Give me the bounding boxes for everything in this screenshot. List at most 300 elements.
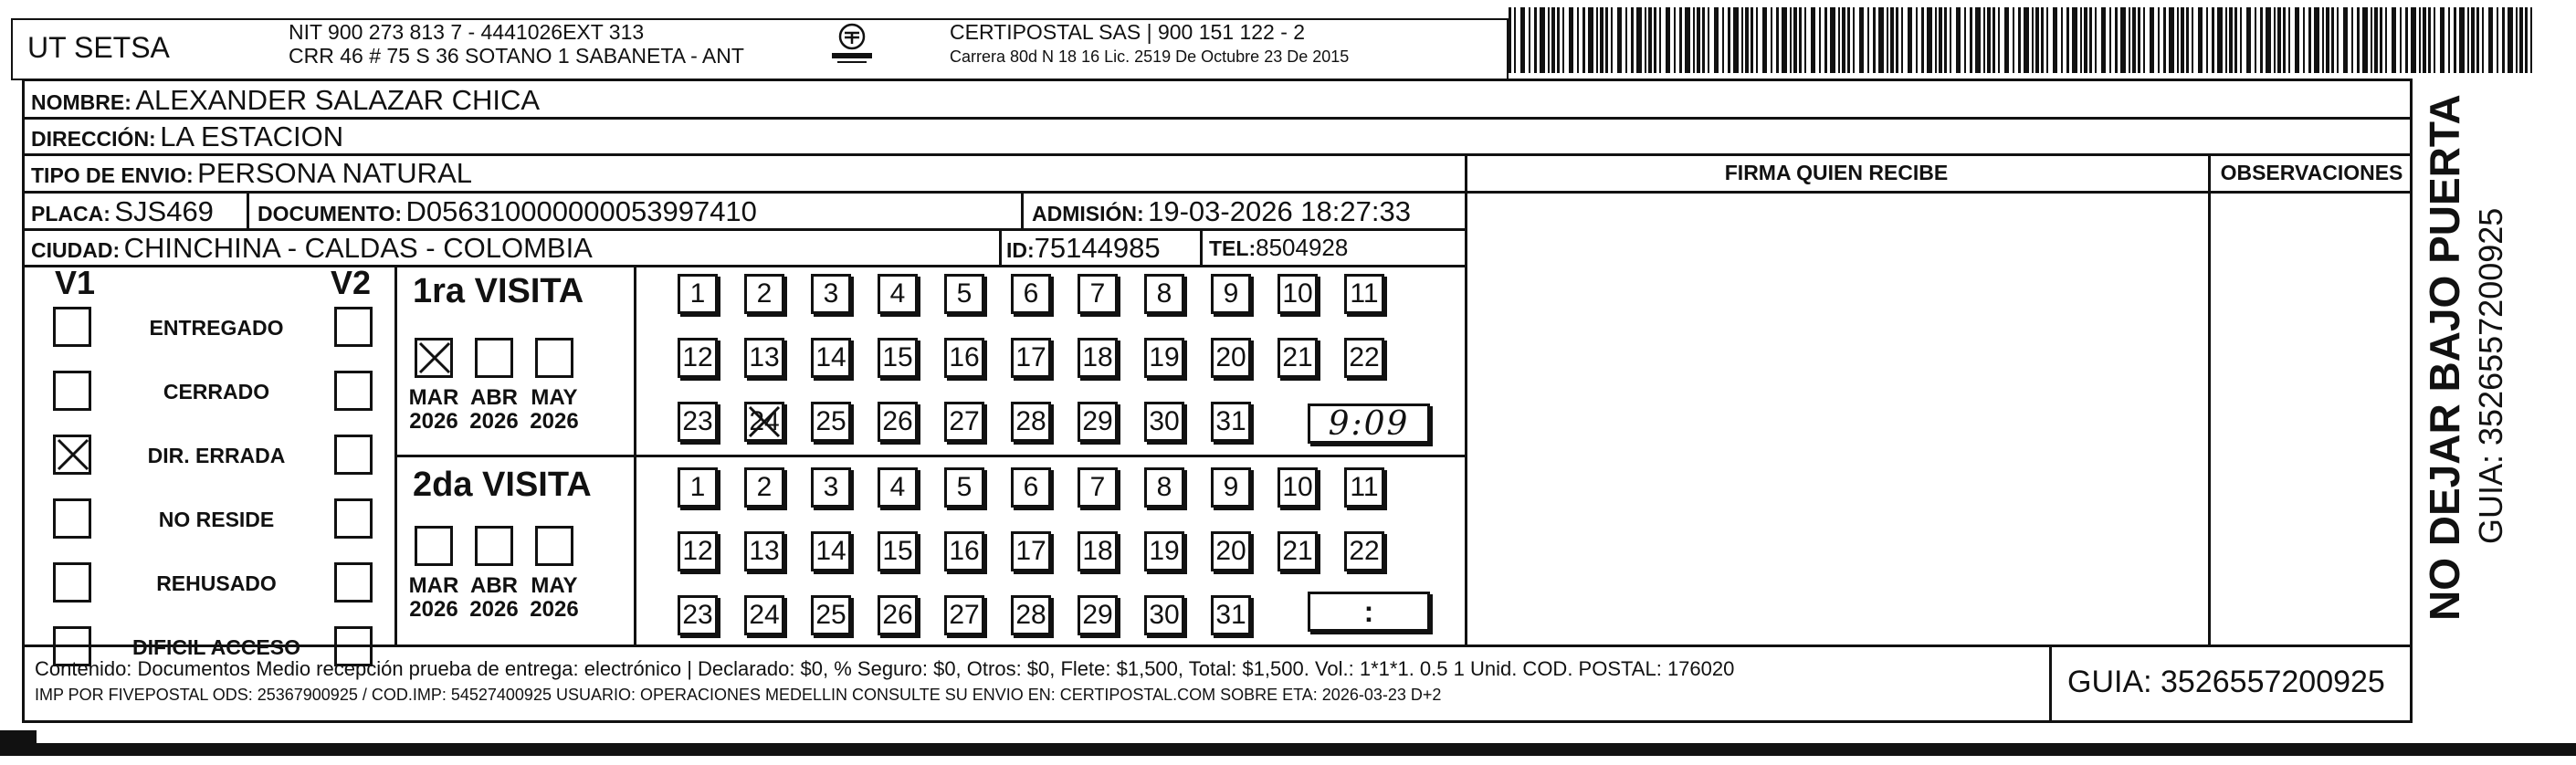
month-label: MAR (408, 385, 459, 410)
barcode-bar (2212, 7, 2214, 73)
v1-checkbox[interactable] (53, 307, 91, 347)
barcode-bar (2519, 7, 2523, 73)
day-number: 20 (1215, 536, 1246, 566)
barcode-bar (2530, 7, 2532, 73)
barcode-bar (1582, 7, 1585, 73)
barcode-bar (1824, 7, 1827, 73)
barcode (1505, 7, 2535, 73)
second-visit-day-box[interactable] (744, 467, 784, 508)
barcode-bar (2516, 7, 2518, 73)
barcode-bar (2217, 7, 2223, 73)
tipo-label: TIPO DE ENVIO: (31, 163, 194, 187)
observations-area[interactable] (2211, 194, 2413, 646)
barcode-bar (2035, 7, 2039, 73)
barcode-bar (1887, 7, 1888, 73)
placa-label: PLACA: (31, 202, 110, 225)
day-number: 24 (749, 406, 780, 436)
direccion-row (31, 122, 343, 151)
second-visit-day-box[interactable] (744, 595, 784, 635)
barcode-bar (1693, 7, 1695, 73)
barcode-bar (1983, 7, 1985, 73)
v2-checkbox[interactable] (334, 435, 373, 475)
second-visit-day-box[interactable] (1011, 531, 1051, 571)
second-visit-day-box[interactable] (678, 467, 718, 508)
second-month-checkbox[interactable] (415, 526, 453, 566)
barcode-bar (1577, 7, 1579, 73)
barcode-bar (2343, 7, 2348, 73)
first-visit-day-box[interactable] (878, 402, 918, 442)
second-visit-title: 2da VISITA (413, 466, 592, 504)
barcode-bar (1636, 7, 1642, 73)
barcode-bar (1804, 7, 1806, 73)
second-visit-day-box[interactable] (944, 595, 984, 635)
second-visit-day-box[interactable] (1144, 467, 1184, 508)
barcode-bar (1762, 7, 1767, 73)
first-visit-day-box[interactable] (944, 402, 984, 442)
barcode-bar (2163, 7, 2166, 73)
day-number: 14 (815, 342, 846, 372)
ciudad-row (31, 234, 593, 262)
signature-area[interactable] (1467, 194, 2208, 646)
barcode-bar (2295, 7, 2299, 73)
first-visit-day-box[interactable] (678, 402, 718, 442)
second-visit-day-box[interactable] (1211, 467, 1251, 508)
day-number: 20 (1215, 342, 1246, 372)
carrier-line: CERTIPOSTAL SAS | 900 151 122 - 2 (950, 20, 1306, 44)
barcode-bar (2459, 7, 2465, 73)
footer-guia: GUIA: 3526557200925 (2067, 665, 2385, 699)
barcode-bar (1842, 7, 1845, 73)
second-visit-day-box[interactable] (878, 467, 918, 508)
barcode-bar (1674, 7, 1676, 73)
barcode-bar (2385, 7, 2387, 73)
company-name: UT SETSA (27, 31, 170, 64)
barcode-bar (1790, 7, 1792, 73)
reason-label: REHUSADO (156, 571, 277, 595)
barcode-bar (1714, 7, 1719, 73)
barcode-bar (2061, 7, 2063, 73)
reason-label: CERRADO (163, 380, 270, 403)
barcode-bar (2400, 7, 2402, 73)
barcode-bar (2080, 7, 2082, 73)
first-visit-day-box[interactable] (744, 274, 784, 314)
id-label: ID: (1006, 238, 1035, 262)
second-visit-day-box[interactable] (1078, 595, 1118, 635)
barcode-bar (2288, 7, 2290, 73)
barcode-bar (1648, 7, 1652, 73)
barcode-bar (2380, 7, 2382, 73)
barcode-bar (2497, 7, 2498, 73)
first-visit-day-box[interactable] (1277, 274, 1318, 314)
month-label: ABR (470, 385, 518, 410)
first-visit-day-box[interactable] (944, 274, 984, 314)
reason-label: DIFICIL ACCESO (131, 635, 300, 659)
sender-address: CRR 46 # 75 S 36 SOTANO 1 SABANETA - ANT (289, 44, 744, 68)
barcode-bar (1921, 7, 1924, 73)
first-visit-title: 1ra VISITA (413, 272, 584, 310)
imp-line: IMP POR FIVEPOSTAL ODS: 25367900925 / COD.IMP: 54527400925 USUARIO: OPERACIONES MEDELLIN CONSULTE SU ENVIO EN: CERTIPOSTAL.COM SOBRE ETA: 2026-03-23 D+2 (35, 686, 1442, 704)
barcode-bar (1600, 7, 1603, 73)
barcode-bar (2482, 7, 2484, 73)
first-visit-day-box[interactable] (1144, 338, 1184, 378)
first-visit-day-box[interactable] (1078, 402, 1118, 442)
second-month-checkbox[interactable] (535, 526, 573, 566)
second-visit-day-box[interactable] (744, 531, 784, 571)
first-visit-day-box[interactable] (678, 338, 718, 378)
first-visit-day-box[interactable] (1078, 274, 1118, 314)
day-number: 1 (689, 278, 706, 309)
year-label: 2026 (469, 409, 519, 434)
barcode-bar (2331, 7, 2334, 73)
barcode-bar (2476, 7, 2479, 73)
year-label: 2026 (469, 597, 519, 622)
v1-checkbox[interactable] (53, 498, 91, 539)
id-row (1006, 234, 1161, 262)
second-visit-day-box[interactable] (811, 467, 851, 508)
contents-line: Contenido: Documentos Medio recepción prueba de entrega: electrónico | Declarado: $0, % Seguro: $0, Otros: $0, Flete: $1,500, Total: $1,500. Vol.: 1*1*1. 0.5 1 Unid. COD. POSTAL: 176020 (35, 657, 1735, 680)
day-number: 24 (749, 600, 780, 630)
barcode-bar (2502, 7, 2505, 73)
barcode-bar (1685, 7, 1690, 73)
day-number: 9 (1223, 278, 1239, 309)
day-number: 21 (1282, 342, 1313, 372)
barcode-bar (2362, 7, 2368, 73)
first-visit-day-box[interactable] (744, 402, 784, 442)
barcode-bar (2337, 7, 2339, 73)
reason-label: ENTREGADO (149, 316, 284, 340)
check-mark-icon (747, 404, 782, 439)
barcode-bar (1654, 7, 1656, 73)
second-visit-day-box[interactable] (678, 595, 718, 635)
day-number: 7 (1089, 472, 1106, 502)
second-visit-day-box[interactable] (1011, 595, 1051, 635)
barcode-bar (2308, 7, 2311, 73)
barcode-bar (2357, 7, 2360, 73)
barcode-bar (2138, 7, 2140, 73)
nombre-label: NOMBRE: (31, 90, 131, 114)
barcode-bar (1776, 7, 1779, 73)
barcode-bar (1819, 7, 1821, 73)
second-visit-day-box[interactable] (1277, 531, 1318, 571)
day-number: 2 (756, 472, 773, 502)
barcode-bar (1557, 7, 1560, 73)
id-value: 75144985 (1034, 232, 1161, 264)
year-label: 2026 (409, 409, 458, 434)
day-number: 12 (682, 342, 713, 372)
day-number: 27 (949, 406, 980, 436)
barcode-bar (2066, 7, 2069, 73)
second-visit-day-box[interactable] (1078, 467, 1118, 508)
v2-checkbox[interactable] (334, 307, 373, 347)
first-month-checkbox[interactable] (415, 338, 453, 378)
direccion-value: LA ESTACION (160, 121, 344, 152)
second-time-value: : (1363, 594, 1374, 628)
day-number: 29 (1082, 406, 1113, 436)
day-number: 25 (815, 600, 846, 630)
first-time-box[interactable] (1308, 403, 1430, 444)
barcode-bar (1847, 7, 1850, 73)
barcode-bar (2283, 7, 2286, 73)
day-number: 23 (682, 406, 713, 436)
barcode-bar (2303, 7, 2305, 73)
barcode-bar (2177, 7, 2179, 73)
second-visit-day-box[interactable] (878, 595, 918, 635)
barcode-bar (1811, 7, 1815, 73)
barcode-bar (1509, 7, 1511, 73)
barcode-bar (2405, 7, 2408, 73)
v1-checkbox[interactable] (53, 562, 91, 603)
barcode-bar (2041, 7, 2044, 73)
v2-checkbox[interactable] (334, 371, 373, 411)
barcode-bar (1596, 7, 1598, 73)
barcode-bar (1935, 7, 1937, 73)
first-visit-day-box[interactable] (1011, 338, 1051, 378)
barcode-bar (1950, 7, 1951, 73)
second-visit-day-box[interactable] (1011, 467, 1051, 508)
first-visit-day-box[interactable] (1144, 274, 1184, 314)
second-visit-day-box[interactable] (811, 595, 851, 635)
v1-checkbox[interactable] (53, 371, 91, 411)
barcode-bar (1702, 7, 1705, 73)
admision-label: ADMISIÓN: (1032, 202, 1144, 225)
second-visit-day-box[interactable] (944, 467, 984, 508)
day-number: 22 (1349, 536, 1380, 566)
first-visit-day-box[interactable] (1211, 402, 1251, 442)
tel-label: TEL: (1209, 236, 1256, 260)
v2-checkbox[interactable] (334, 498, 373, 539)
reason-label: DIR. ERRADA (147, 444, 286, 467)
second-visit-day-box[interactable] (944, 531, 984, 571)
barcode-bar (2508, 7, 2513, 73)
barcode-bar (1751, 7, 1753, 73)
day-number: 19 (1149, 536, 1180, 566)
first-visit-day-box[interactable] (944, 338, 984, 378)
barcode-bar (2192, 7, 2193, 73)
barcode-bar (1878, 7, 1884, 73)
second-visit-day-box[interactable] (1344, 467, 1384, 508)
first-month-checkbox[interactable] (475, 338, 513, 378)
barcode-bar (1520, 7, 1525, 73)
barcode-bar (1944, 7, 1947, 73)
day-number: 2 (756, 278, 773, 309)
barcode-bar (2467, 7, 2469, 73)
barcode-bar (2109, 7, 2111, 73)
ciudad-value: CHINCHINA - CALDAS - COLOMBIA (123, 232, 593, 264)
barcode-bar (1771, 7, 1772, 73)
day-number: 4 (889, 472, 906, 502)
barcode-bar (2072, 7, 2077, 73)
barcode-bar (2374, 7, 2378, 73)
first-visit-day-box[interactable] (878, 274, 918, 314)
day-number: 30 (1149, 406, 1180, 436)
barcode-bar (1987, 7, 1991, 73)
barcode-bar (2392, 7, 2396, 73)
first-visit-day-box[interactable] (1344, 338, 1384, 378)
day-number: 16 (949, 342, 980, 372)
second-visit-day-box[interactable] (1277, 467, 1318, 508)
second-time-box[interactable] (1308, 592, 1430, 632)
barcode-bar (1793, 7, 1797, 73)
barcode-bar (2143, 7, 2145, 73)
first-visit-day-box[interactable] (1011, 274, 1051, 314)
documento-row (258, 197, 757, 225)
barcode-bar (2266, 7, 2271, 73)
day-number: 10 (1282, 472, 1313, 502)
barcode-bar (1998, 7, 2000, 73)
first-visit-day-box[interactable] (878, 338, 918, 378)
day-number: 8 (1156, 472, 1172, 502)
barcode-bar (2225, 7, 2227, 73)
admision-row (1032, 197, 1411, 225)
barcode-bar (2234, 7, 2237, 73)
barcode-bar (2525, 7, 2528, 73)
barcode-bar (2454, 7, 2456, 73)
barcode-bar (2198, 7, 2203, 73)
day-number: 3 (823, 472, 839, 502)
barcode-bar (2004, 7, 2009, 73)
first-visit-day-box[interactable] (744, 338, 784, 378)
day-number: 9 (1223, 472, 1239, 502)
second-visit-day-box[interactable] (1144, 595, 1184, 635)
day-number: 4 (889, 278, 906, 309)
barcode-bar (1551, 7, 1555, 73)
first-visit-day-box[interactable] (1211, 274, 1251, 314)
carrier-address: Carrera 80d N 18 16 Lic. 2519 De Octubre 23 De 2015 (950, 47, 1350, 66)
day-number: 15 (882, 342, 913, 372)
barcode-bar (2448, 7, 2450, 73)
barcode-bar (2206, 7, 2208, 73)
barcode-bar (1514, 7, 1516, 73)
second-visit-day-box[interactable] (878, 531, 918, 571)
barcode-bar (2120, 7, 2126, 73)
barcode-bar (1645, 7, 1646, 73)
barcode-bar (1733, 7, 1739, 73)
second-visit-day-box[interactable] (678, 531, 718, 571)
day-number: 12 (682, 536, 713, 566)
barcode-bar (1728, 7, 1730, 73)
first-visit-day-box[interactable] (811, 274, 851, 314)
month-label: MAR (408, 573, 459, 598)
first-visit-day-box[interactable] (1011, 402, 1051, 442)
signature-header: FIRMA QUIEN RECIBE (1724, 161, 1949, 184)
second-visit-day-box[interactable] (1211, 595, 1251, 635)
second-visit-day-box[interactable] (1344, 531, 1384, 571)
barcode-bar (2115, 7, 2118, 73)
barcode-bar (1625, 7, 1627, 73)
placa-row (31, 197, 214, 225)
second-visit-day-box[interactable] (1211, 531, 1251, 571)
tel-row (1209, 236, 1348, 259)
first-visit-day-box[interactable] (1078, 338, 1118, 378)
second-visit-day-box[interactable] (811, 531, 851, 571)
day-number: 14 (815, 536, 846, 566)
barcode-bar (1970, 7, 1972, 73)
barcode-bar (1901, 7, 1903, 73)
barcode-bar (1617, 7, 1622, 73)
day-number: 26 (882, 406, 913, 436)
day-number: 10 (1282, 278, 1313, 309)
first-month-checkbox[interactable] (535, 338, 573, 378)
barcode-bar (2411, 7, 2416, 73)
day-number: 22 (1349, 342, 1380, 372)
first-visit-day-box[interactable] (678, 274, 718, 314)
barcode-bar (2046, 7, 2048, 73)
day-number: 30 (1149, 600, 1180, 630)
first-visit-day-box[interactable] (811, 402, 851, 442)
barcode-bar (1679, 7, 1682, 73)
barcode-bar (1873, 7, 1876, 73)
barcode-bar (2322, 7, 2324, 73)
documento-value: D056310000000053997410 (405, 195, 757, 227)
barcode-bar (2132, 7, 2136, 73)
day-number: 19 (1149, 342, 1180, 372)
day-number: 27 (949, 600, 980, 630)
barcode-bar (1867, 7, 1869, 73)
second-visit-day-box[interactable] (1144, 531, 1184, 571)
barcode-bar (1908, 7, 1912, 73)
barcode-bar (1896, 7, 1898, 73)
placa-value: SJS469 (114, 195, 214, 227)
v2-checkbox[interactable] (334, 562, 373, 603)
month-label: MAY (531, 385, 578, 410)
day-number: 28 (1015, 600, 1046, 630)
barcode-bar (1916, 7, 1918, 73)
barcode-bar (2488, 7, 2493, 73)
barcode-bar (1890, 7, 1894, 73)
v1-checkbox[interactable] (53, 435, 91, 475)
first-visit-day-box[interactable] (811, 338, 851, 378)
barcode-bar (2471, 7, 2475, 73)
barcode-bar (2440, 7, 2445, 73)
barcode-bar (2186, 7, 2189, 73)
ciudad-label: CIUDAD: (31, 238, 121, 262)
first-visit-day-box[interactable] (1277, 338, 1318, 378)
month-label: ABR (470, 573, 518, 598)
first-visit-day-box[interactable] (1344, 274, 1384, 314)
second-month-checkbox[interactable] (475, 526, 513, 566)
barcode-bar (2089, 7, 2092, 73)
barcode-bar (2084, 7, 2087, 73)
barcode-bar (1611, 7, 1613, 73)
observations-header: OBSERVACIONES (2220, 161, 2403, 184)
day-number: 23 (682, 600, 713, 630)
year-label: 2026 (530, 597, 579, 622)
barcode-bar (2423, 7, 2426, 73)
barcode-bar (2024, 7, 2029, 73)
barcode-bar (2277, 7, 2281, 73)
day-number: 11 (1350, 472, 1379, 502)
day-number: 31 (1215, 406, 1246, 436)
barcode-bar (2434, 7, 2435, 73)
first-visit-day-box[interactable] (1211, 338, 1251, 378)
second-visit-day-box[interactable] (1078, 531, 1118, 571)
first-visit-day-box[interactable] (1144, 402, 1184, 442)
day-number: 1 (689, 472, 706, 502)
barcode-bar (2053, 7, 2057, 73)
day-number: 17 (1015, 536, 1046, 566)
v2-label: V2 (331, 264, 372, 301)
barcode-bar (2428, 7, 2431, 73)
barcode-bar (2095, 7, 2097, 73)
day-number: 16 (949, 536, 980, 566)
day-number: 13 (749, 342, 780, 372)
day-number: 3 (823, 278, 839, 309)
barcode-bar (1534, 7, 1537, 73)
barcode-bar (2274, 7, 2276, 73)
barcode-bar (1830, 7, 1835, 73)
barcode-bar (1722, 7, 1724, 73)
year-label: 2026 (530, 409, 579, 434)
